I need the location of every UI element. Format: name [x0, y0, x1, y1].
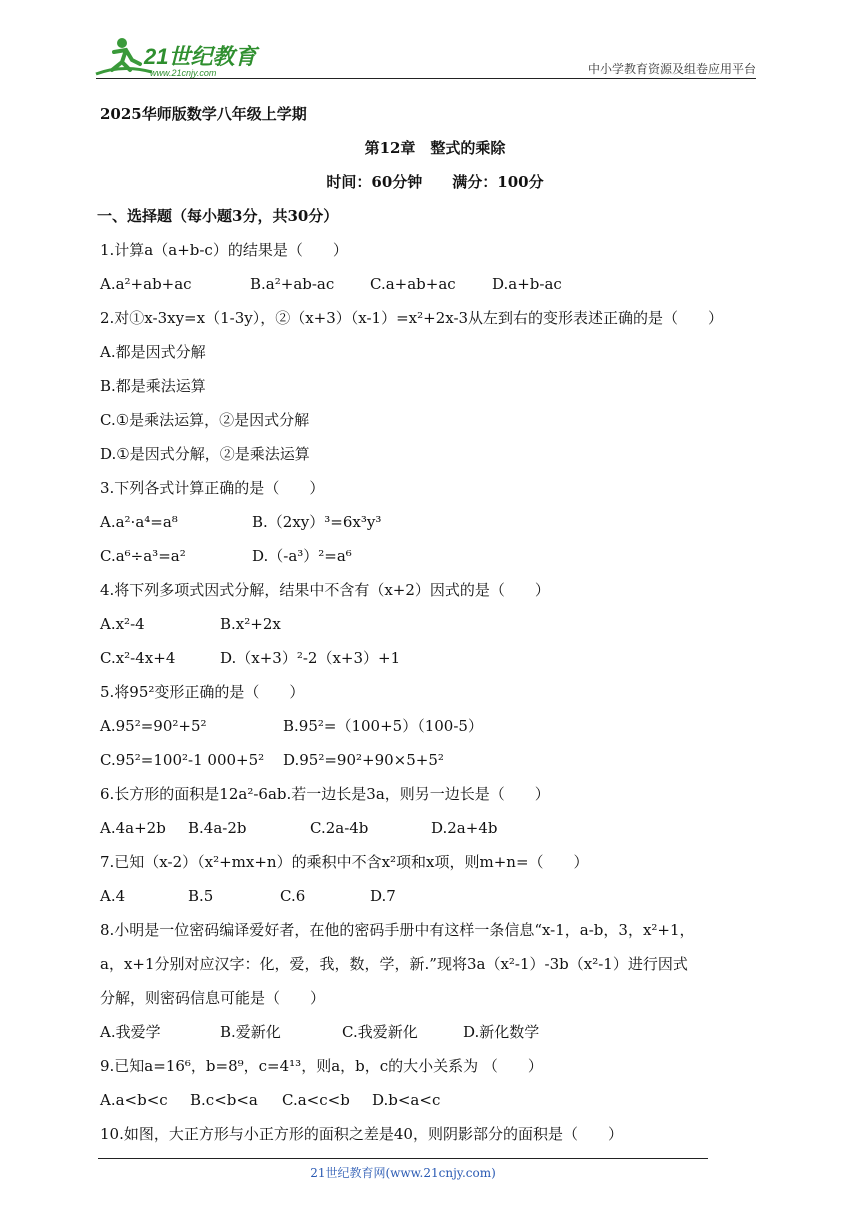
options-row	[100, 539, 770, 573]
option-d: D.b<a<c	[372, 1091, 441, 1109]
options-row	[100, 505, 770, 539]
option-a: A.都是因式分解	[100, 343, 206, 361]
header-divider	[96, 78, 756, 79]
option-b: B.4a-2b	[188, 819, 247, 837]
option-b: D.（x+3）²-2（x+3）+1	[220, 649, 401, 667]
option-d: D.新化数学	[463, 1023, 540, 1041]
options-row	[100, 1015, 770, 1049]
option-c: C.2a-4b	[310, 819, 369, 837]
options-row	[100, 641, 770, 675]
option-a: A.我爱学	[100, 1023, 161, 1041]
options-row	[100, 879, 770, 913]
option-b: B.a²+ab-ac	[250, 275, 335, 293]
option-a: A.4	[100, 887, 126, 905]
footer-text: 21世纪教育网(www.21cnjy.com)	[310, 1166, 496, 1180]
option-b: B.（2xy）³=6x³y³	[252, 513, 382, 531]
question-stem: a，x+1分别对应汉字：化，爱，我，数，学，新.”现将3a（x²-1）-3b（x²-1）进行因式	[100, 955, 688, 973]
option-a: D.①是因式分解，②是乘法运算	[100, 445, 310, 463]
option-c: C.a+ab+ac	[370, 275, 456, 293]
question-stem: 2.对①x-3xy=x（1-3y），②（x+3）（x-1）=x²+2x-3从左到右的变形表述正确的是（ ）	[100, 309, 724, 327]
question-stem: 9.已知a=16⁶，b=8⁹，c=4¹³，则a，b，c的大小关系为 （ ）	[100, 1057, 543, 1075]
question-list	[100, 233, 770, 1151]
options-row	[100, 1083, 770, 1117]
options-row	[100, 437, 770, 471]
option-a: A.x²-4	[100, 615, 145, 633]
option-c: C.我爱新化	[342, 1023, 418, 1041]
option-b: B.爱新化	[220, 1023, 281, 1041]
option-c: C.6	[280, 887, 306, 905]
document-body	[97, 98, 770, 1151]
options-row	[100, 811, 770, 845]
question-stem: 10.如图，大正方形与小正方形的面积之差是40，则阴影部分的面积是（ ）	[100, 1125, 623, 1143]
course-title: 2025华师版数学八年级上学期	[100, 105, 307, 123]
options-row	[100, 607, 770, 641]
option-b: D.（-a³）²=a⁶	[252, 547, 352, 565]
time-info: 时间：60分钟 满分：100分	[326, 173, 544, 191]
option-b: B.5	[188, 887, 214, 905]
option-a: A.a²·a⁴=a⁸	[100, 513, 178, 531]
logo-text: 21世纪教育	[144, 44, 257, 69]
option-a: C.x²-4x+4	[100, 649, 176, 667]
option-a: C.a⁶÷a³=a²	[100, 547, 186, 565]
option-b: B.95²=（100+5）（100-5）	[283, 717, 483, 735]
section-heading: 一、选择题（每小题3分，共30分）	[97, 207, 339, 225]
option-a: C.95²=100²-1 000+5²	[100, 751, 265, 769]
options-row	[100, 403, 770, 437]
platform-label: 中小学教育资源及组卷应用平台	[587, 62, 756, 76]
option-d: D.2a+4b	[431, 819, 498, 837]
option-b: B.x²+2x	[220, 615, 281, 633]
options-row	[100, 709, 770, 743]
option-b: D.95²=90²+90×5+5²	[283, 751, 444, 769]
question-stem: 分解，则密码信息可能是（ ）	[100, 989, 326, 1007]
logo-url: www.21cnjy.com	[150, 68, 217, 78]
option-d: D.7	[370, 887, 396, 905]
question-stem: 6.长方形的面积是12a²-6ab.若一边长是3a，则另一边长是（ ）	[100, 785, 550, 803]
options-row	[100, 743, 770, 777]
option-a: A.a²+ab+ac	[100, 275, 192, 293]
option-c: C.a<c<b	[282, 1091, 350, 1109]
question-stem: 1.计算a（a+b-c）的结果是（ ）	[100, 241, 348, 259]
options-row	[100, 267, 770, 301]
option-a: B.都是乘法运算	[100, 377, 206, 395]
question-stem: 4.将下列多项式因式分解，结果中不含有（x+2）因式的是（ ）	[100, 581, 550, 599]
option-a: A.95²=90²+5²	[100, 717, 207, 735]
option-a: A.a<b<c	[100, 1091, 168, 1109]
options-row	[100, 335, 770, 369]
question-stem: 8.小明是一位密码编译爱好者，在他的密码手册中有这样一条信息“x-1，a-b，3，x²+1，	[100, 921, 695, 939]
chapter-title: 第12章 整式的乘除	[364, 139, 506, 157]
options-row	[100, 369, 770, 403]
question-stem: 3.下列各式计算正确的是（ ）	[100, 479, 325, 497]
site-logo	[92, 34, 267, 82]
option-b: B.c<b<a	[190, 1091, 258, 1109]
option-a: A.4a+2b	[100, 819, 166, 837]
question-stem: 5.将95²变形正确的是（ ）	[100, 683, 305, 701]
question-stem: 7.已知（x-2）（x²+mx+n）的乘积中不含x²项和x项，则m+n=（ ）	[100, 853, 589, 871]
option-d: D.a+b-ac	[492, 275, 562, 293]
footer-divider	[98, 1158, 708, 1159]
option-a: C.①是乘法运算，②是因式分解	[100, 411, 310, 429]
